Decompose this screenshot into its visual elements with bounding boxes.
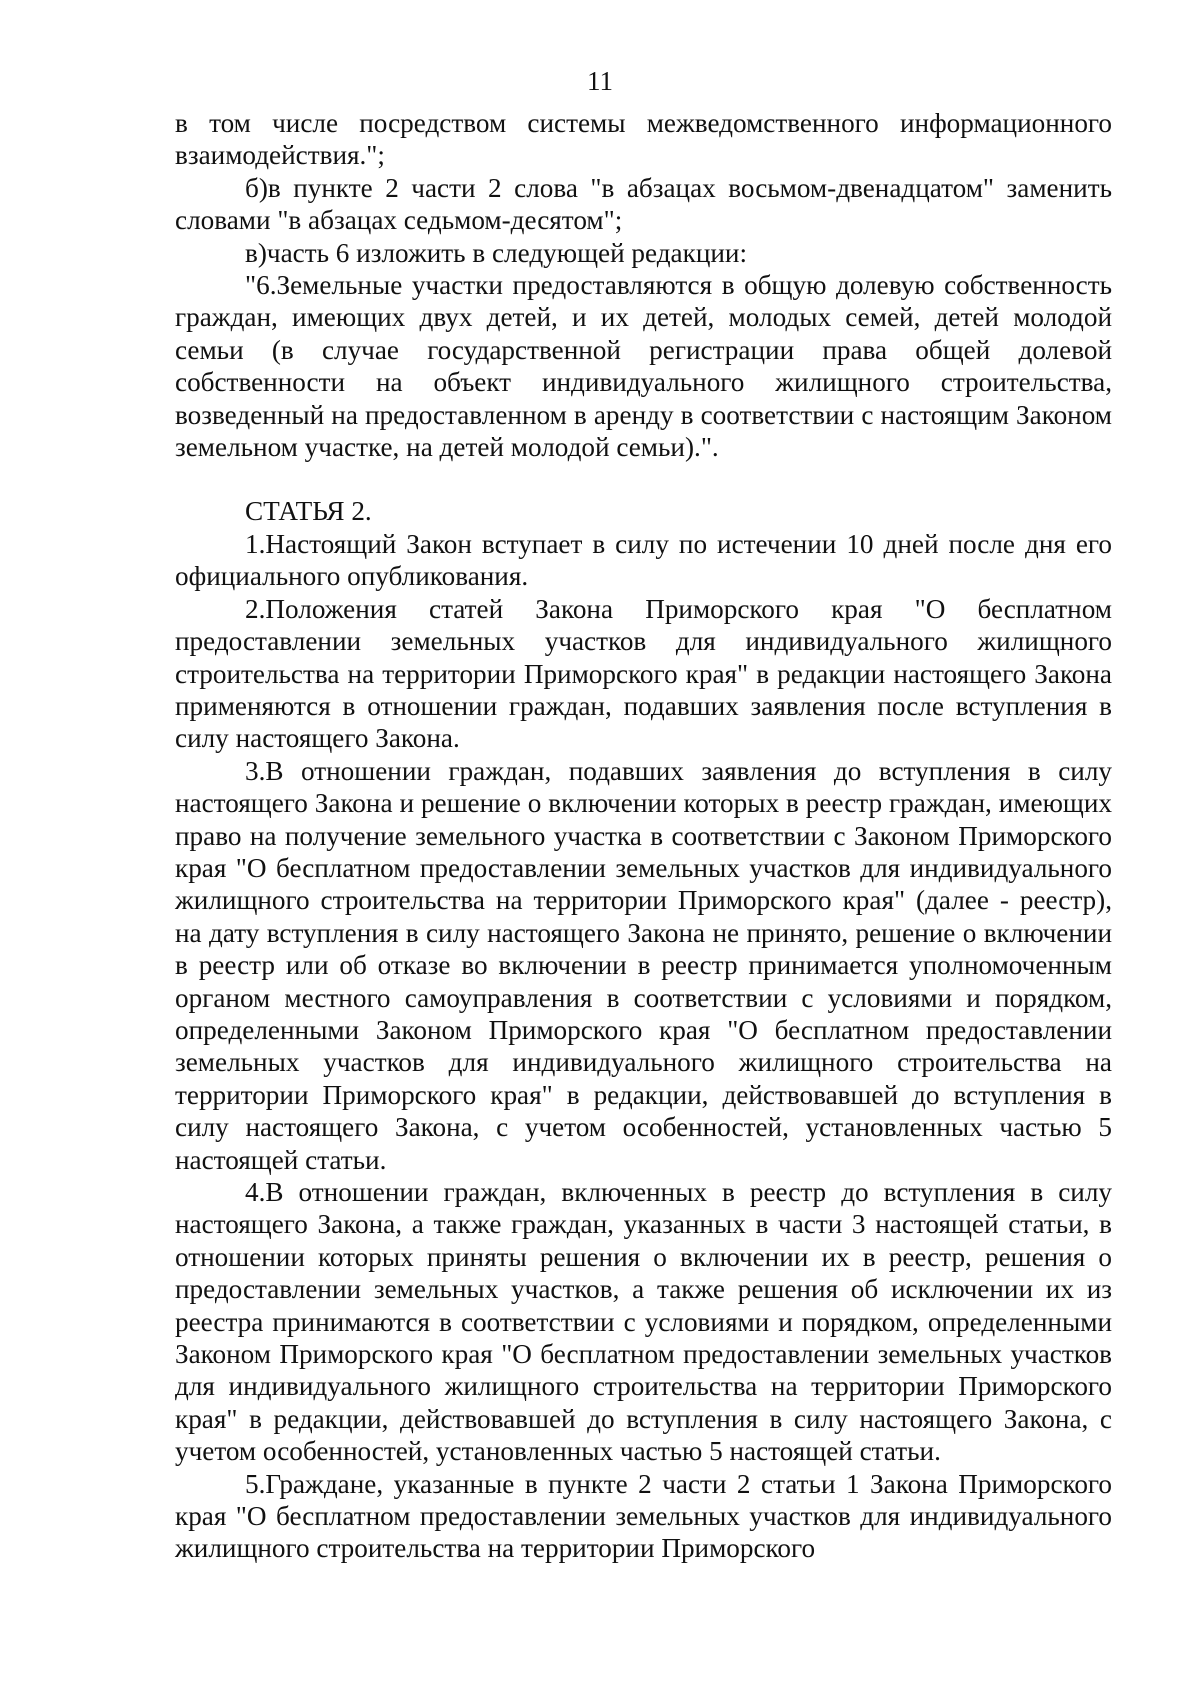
paragraph-continuation: в том числе посредством системы межведомственного информационного взаимодействия."; [175, 108, 1112, 171]
paragraph-article2-part3: 3.В отношении граждан, подавших заявления до вступления в силу настоящего Закона и решение о включении которых в реестр граждан, имеющих право на получение земельного участка в соответствии с Законом Приморского края "О бесплатном предоставлении земельных участков для индивидуального жилищного строительства на территории Приморского края" (далее - реестр), на дату вступления в силу настоящего Закона не принято, решение о включении в реестр или об отказе во включении в реестр принимается уполномоченным органом местного самоуправления в соответствии с условиями и порядком, определенными Законом Приморского края "О бесплатном предоставлении земельных участков для индивидуального жилищного строительства на территории Приморского края" в редакции, действовавшей до вступления в силу настоящего Закона, с учетом особенностей, установленных частью 5 настоящей статьи. [175, 755, 1112, 1175]
paragraph-article2-part5: 5.Граждане, указанные в пункте 2 части 2 статьи 1 Закона Приморского края "О бесплатном предоставлении земельных участков для индивидуального жилищного строительства на территории Приморского [175, 1468, 1112, 1564]
document-body [175, 107, 1112, 1565]
paragraph-amendment-v: в)часть 6 изложить в следующей редакции: [245, 237, 748, 268]
paragraph-amendment-b: б)в пункте 2 части 2 слова "в абзацах восьмом-двенадцатом" заменить словами "в абзацах седьмом-десятом"; [175, 172, 1112, 236]
page-number: 11 [587, 66, 613, 96]
article-heading: СТАТЬЯ 2. [245, 496, 372, 527]
paragraph-part-6-text: "6.Земельные участки предоставляются в общую долевую собственность граждан, имеющих двух детей, и их детей, молодых семей, детей молодой семьи (в случае государственной регистрации права общей долевой собственности на объект индивидуального жилищного строительства, возведенный на предоставленном в аренду в соответствии с настоящим Законом земельном участке, на детей молодой семьи).". [175, 270, 1112, 463]
paragraph-article2-part2: 2.Положения статей Закона Приморского края "О бесплатном предоставлении земельных участков для индивидуального жилищного строительства на территории Приморского края" в редакции настоящего Закона применяются в отношении граждан, подавших заявления после вступления в силу настоящего Закона. [175, 593, 1112, 754]
paragraph-article2-part1: 1.Настоящий Закон вступает в силу по истечении 10 дней после дня его официального опубликования. [175, 528, 1112, 592]
paragraph-article2-part4: 4.В отношении граждан, включенных в реестр до вступления в силу настоящего Закона, а также граждан, указанных в части 3 настоящей статьи, в отношении которых приняты решения о включении их в реестр, решения о предоставлении земельных участков, а также решения об исключении их из реестра принимаются в соответствии с условиями и порядком, определенными Законом Приморского края "О бесплатном предоставлении земельных участков для индивидуального жилищного строительства на территории Приморского края" в редакции, действовавшей до вступления в силу настоящего Закона, с учетом особенностей, установленных частью 5 настоящей статьи. [175, 1177, 1112, 1467]
